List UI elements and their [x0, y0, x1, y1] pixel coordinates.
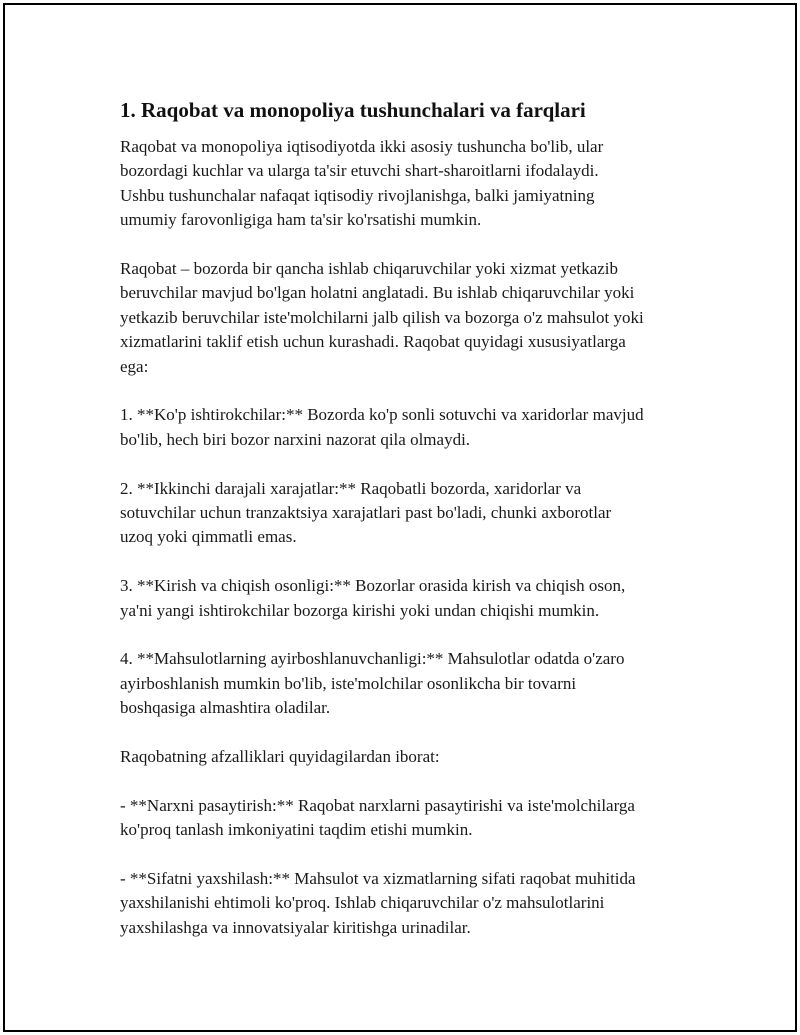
- text-line: uzoq yoki qimmatli emas.: [120, 527, 297, 547]
- list-item-1: [120, 403, 700, 452]
- text-line: umumiy farovonligiga ham ta'sir ko'rsatishi mumkin.: [120, 210, 482, 230]
- text-line: beruvchilar mavjud bo'lgan holatni anglatadi. Bu ishlab chiqaruvchilar yoki: [120, 283, 635, 303]
- text-line: xizmatlarini taklif etish uchun kurashadi. Raqobat quyidagi xususiyatlarga: [120, 332, 626, 352]
- text-line: Raqobatning afzalliklari quyidagilardan iborat:: [120, 747, 440, 767]
- paragraph-advantages-intro: [120, 745, 700, 769]
- text-line: yaxshilashga va innovatsiyalar kiritishga urinadilar.: [120, 917, 471, 937]
- document-title: 1. Raqobat va monopoliya tushunchalari va farqlari: [120, 98, 586, 122]
- text-line: 2. **Ikkinchi darajali xarajatlar:** Raqobatli bozorda, xaridorlar va: [120, 478, 582, 498]
- text-line: bo'lib, hech biri bozor narxini nazorat qila olmaydi.: [120, 429, 471, 449]
- text-line: - **Narxni pasaytirish:** Raqobat narxlarni pasaytirishi va iste'molchilarga: [120, 795, 635, 815]
- text-line: boshqasiga almashtira oladilar.: [120, 698, 331, 718]
- text-line: Raqobat va monopoliya iqtisodiyotda ikki asosiy tushuncha bo'lib, ular: [120, 137, 604, 156]
- list-item-3: [120, 574, 700, 623]
- text-line: ega:: [120, 356, 149, 376]
- paragraph-intro: [120, 135, 700, 233]
- text-line: ya'ni yangi ishtirokchilar bozorga kirishi yoki undan chiqishi mumkin.: [120, 600, 600, 620]
- text-line: 1. **Ko'p ishtirokchilar:** Bozorda ko'p sonli sotuvchi va xaridorlar mavjud: [120, 405, 644, 425]
- text-line: bozordagi kuchlar va ularga ta'sir etuvchi shart-sharoitlarni ifodalaydi.: [120, 161, 599, 181]
- paragraph-raqobat-definition: [120, 257, 700, 379]
- text-line: ayirboshlanish mumkin bo'lib, iste'molchilar osonlikcha bir tovarni: [120, 673, 577, 693]
- text-line: yaxshilanishi ehtimoli ko'proq. Ishlab chiqaruvchilar o'z mahsulotlarini: [120, 893, 605, 913]
- text-line: 3. **Kirish va chiqish osonligi:** Bozorlar orasida kirish va chiqish oson,: [120, 576, 626, 596]
- text-line: ko'proq tanlash imkoniyatini taqdim etishi mumkin.: [120, 820, 473, 840]
- text-line: sotuvchilar uchun tranzaktsiya xarajatlari past bo'ladi, chunki axborotlar: [120, 503, 612, 523]
- list-item-4: [120, 647, 700, 720]
- bullet-item-quality: [120, 867, 700, 940]
- document-body: [120, 97, 700, 965]
- text-line: 4. **Mahsulotlarning ayirboshlanuvchanligi:** Mahsulotlar odatda o'zaro: [120, 649, 625, 669]
- text-line: yetkazib beruvchilar iste'molchilarni jalb qilish va bozorga o'z mahsulot yoki: [120, 307, 644, 327]
- list-item-2: [120, 477, 700, 550]
- page-frame: [3, 3, 797, 1032]
- text-line: Ushbu tushunchalar nafaqat iqtisodiy rivojlanishga, balki jamiyatning: [120, 185, 595, 205]
- bullet-item-price: [120, 794, 700, 843]
- text-line: Raqobat – bozorda bir qancha ishlab chiqaruvchilar yoki xizmat yetkazib: [120, 259, 619, 279]
- text-line: - **Sifatni yaxshilash:** Mahsulot va xizmatlarning sifati raqobat muhitida: [120, 869, 636, 889]
